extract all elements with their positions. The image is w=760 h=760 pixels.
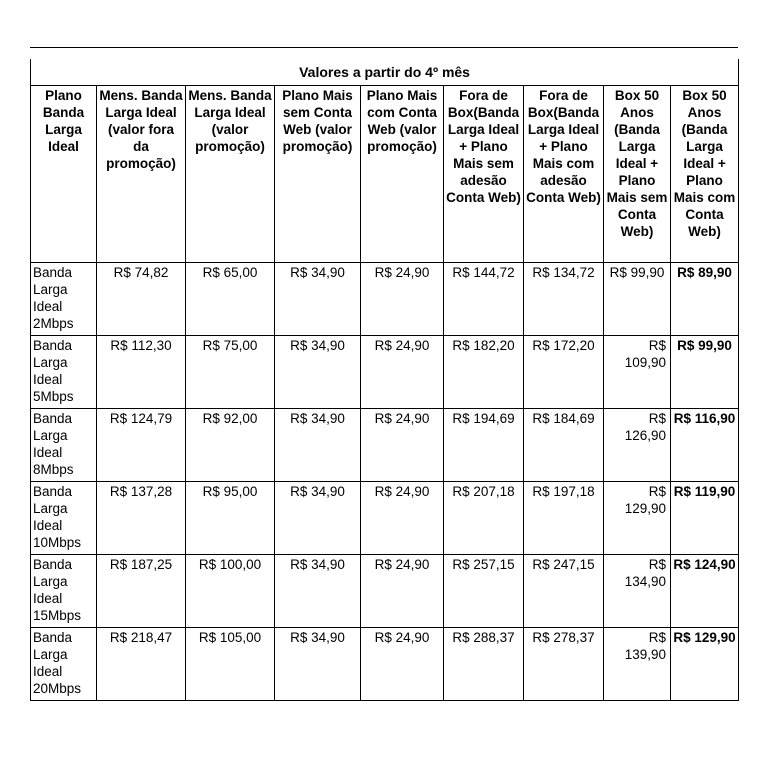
- cell-fora-box-sem: R$ 144,72: [444, 263, 524, 336]
- table-row: [31, 263, 739, 336]
- cell-plano-mais-sem: R$ 34,90: [275, 336, 361, 409]
- cell-box50-sem: R$ 134,90: [604, 555, 671, 628]
- cell-plano-mais-com: R$ 24,90: [361, 628, 444, 701]
- cell-mens-promo: R$ 95,00: [186, 482, 275, 555]
- header-box50-com: Box 50 Anos (Banda Larga Ideal + Plano Mais com Conta Web): [671, 86, 739, 263]
- cell-plano-mais-com: R$ 24,90: [361, 336, 444, 409]
- cell-mens-fora: R$ 137,28: [97, 482, 186, 555]
- cell-box50-com: R$ 129,90: [671, 628, 739, 701]
- header-plano-mais-sem: Plano Mais sem Conta Web (valor promoção): [275, 86, 361, 263]
- plan-name: Banda Larga Ideal 2Mbps: [31, 263, 97, 336]
- cell-box50-sem: R$ 126,90: [604, 409, 671, 482]
- cell-box50-com: R$ 99,90: [671, 336, 739, 409]
- table-row: [31, 409, 739, 482]
- header-mens-fora: Mens. Banda Larga Ideal (valor fora da promoção): [97, 86, 186, 263]
- cell-fora-box-com: R$ 247,15: [524, 555, 604, 628]
- cell-mens-promo: R$ 75,00: [186, 336, 275, 409]
- cell-plano-mais-com: R$ 24,90: [361, 409, 444, 482]
- cell-fora-box-sem: R$ 182,20: [444, 336, 524, 409]
- cell-mens-promo: R$ 92,00: [186, 409, 275, 482]
- table-title: Valores a partir do 4º mês: [31, 59, 739, 86]
- cell-mens-fora: R$ 218,47: [97, 628, 186, 701]
- cell-fora-box-com: R$ 278,37: [524, 628, 604, 701]
- top-rule: [30, 47, 738, 48]
- cell-mens-fora: R$ 187,25: [97, 555, 186, 628]
- cell-box50-sem: R$ 109,90: [604, 336, 671, 409]
- cell-box50-sem: R$ 129,90: [604, 482, 671, 555]
- plan-name: Banda Larga Ideal 10Mbps: [31, 482, 97, 555]
- cell-plano-mais-sem: R$ 34,90: [275, 263, 361, 336]
- cell-box50-com: R$ 124,90: [671, 555, 739, 628]
- cell-mens-promo: R$ 105,00: [186, 628, 275, 701]
- cell-plano-mais-sem: R$ 34,90: [275, 409, 361, 482]
- cell-plano-mais-com: R$ 24,90: [361, 482, 444, 555]
- header-mens-promo: Mens. Banda Larga Ideal (valor promoção): [186, 86, 275, 263]
- cell-plano-mais-sem: R$ 34,90: [275, 628, 361, 701]
- cell-fora-box-com: R$ 197,18: [524, 482, 604, 555]
- cell-fora-box-com: R$ 134,72: [524, 263, 604, 336]
- header-plano-mais-com: Plano Mais com Conta Web (valor promoção): [361, 86, 444, 263]
- cell-mens-promo: R$ 100,00: [186, 555, 275, 628]
- cell-fora-box-com: R$ 172,20: [524, 336, 604, 409]
- cell-fora-box-sem: R$ 288,37: [444, 628, 524, 701]
- cell-plano-mais-com: R$ 24,90: [361, 263, 444, 336]
- cell-mens-fora: R$ 74,82: [97, 263, 186, 336]
- header-box50-sem: Box 50 Anos (Banda Larga Ideal + Plano Mais sem Conta Web): [604, 86, 671, 263]
- price-table: [30, 59, 739, 701]
- cell-box50-com: R$ 119,90: [671, 482, 739, 555]
- cell-fora-box-sem: R$ 257,15: [444, 555, 524, 628]
- table-row: [31, 336, 739, 409]
- table-row: [31, 555, 739, 628]
- plan-name: Banda Larga Ideal 5Mbps: [31, 336, 97, 409]
- cell-plano-mais-com: R$ 24,90: [361, 555, 444, 628]
- table-row: [31, 482, 739, 555]
- header-plan: Plano Banda Larga Ideal: [31, 86, 97, 263]
- plan-name: Banda Larga Ideal 8Mbps: [31, 409, 97, 482]
- table-row: [31, 628, 739, 701]
- cell-box50-com: R$ 116,90: [671, 409, 739, 482]
- plan-name: Banda Larga Ideal 15Mbps: [31, 555, 97, 628]
- cell-box50-sem: R$ 139,90: [604, 628, 671, 701]
- cell-fora-box-com: R$ 184,69: [524, 409, 604, 482]
- cell-mens-promo: R$ 65,00: [186, 263, 275, 336]
- header-fora-box-sem: Fora de Box(Banda Larga Ideal + Plano Mais sem adesão Conta Web): [444, 86, 524, 263]
- cell-plano-mais-sem: R$ 34,90: [275, 555, 361, 628]
- cell-plano-mais-sem: R$ 34,90: [275, 482, 361, 555]
- cell-box50-com: R$ 89,90: [671, 263, 739, 336]
- cell-fora-box-sem: R$ 207,18: [444, 482, 524, 555]
- cell-mens-fora: R$ 112,30: [97, 336, 186, 409]
- cell-fora-box-sem: R$ 194,69: [444, 409, 524, 482]
- cell-box50-sem: R$ 99,90: [604, 263, 671, 336]
- cell-mens-fora: R$ 124,79: [97, 409, 186, 482]
- plan-name: Banda Larga Ideal 20Mbps: [31, 628, 97, 701]
- header-fora-box-com: Fora de Box(Banda Larga Ideal + Plano Mais com adesão Conta Web): [524, 86, 604, 263]
